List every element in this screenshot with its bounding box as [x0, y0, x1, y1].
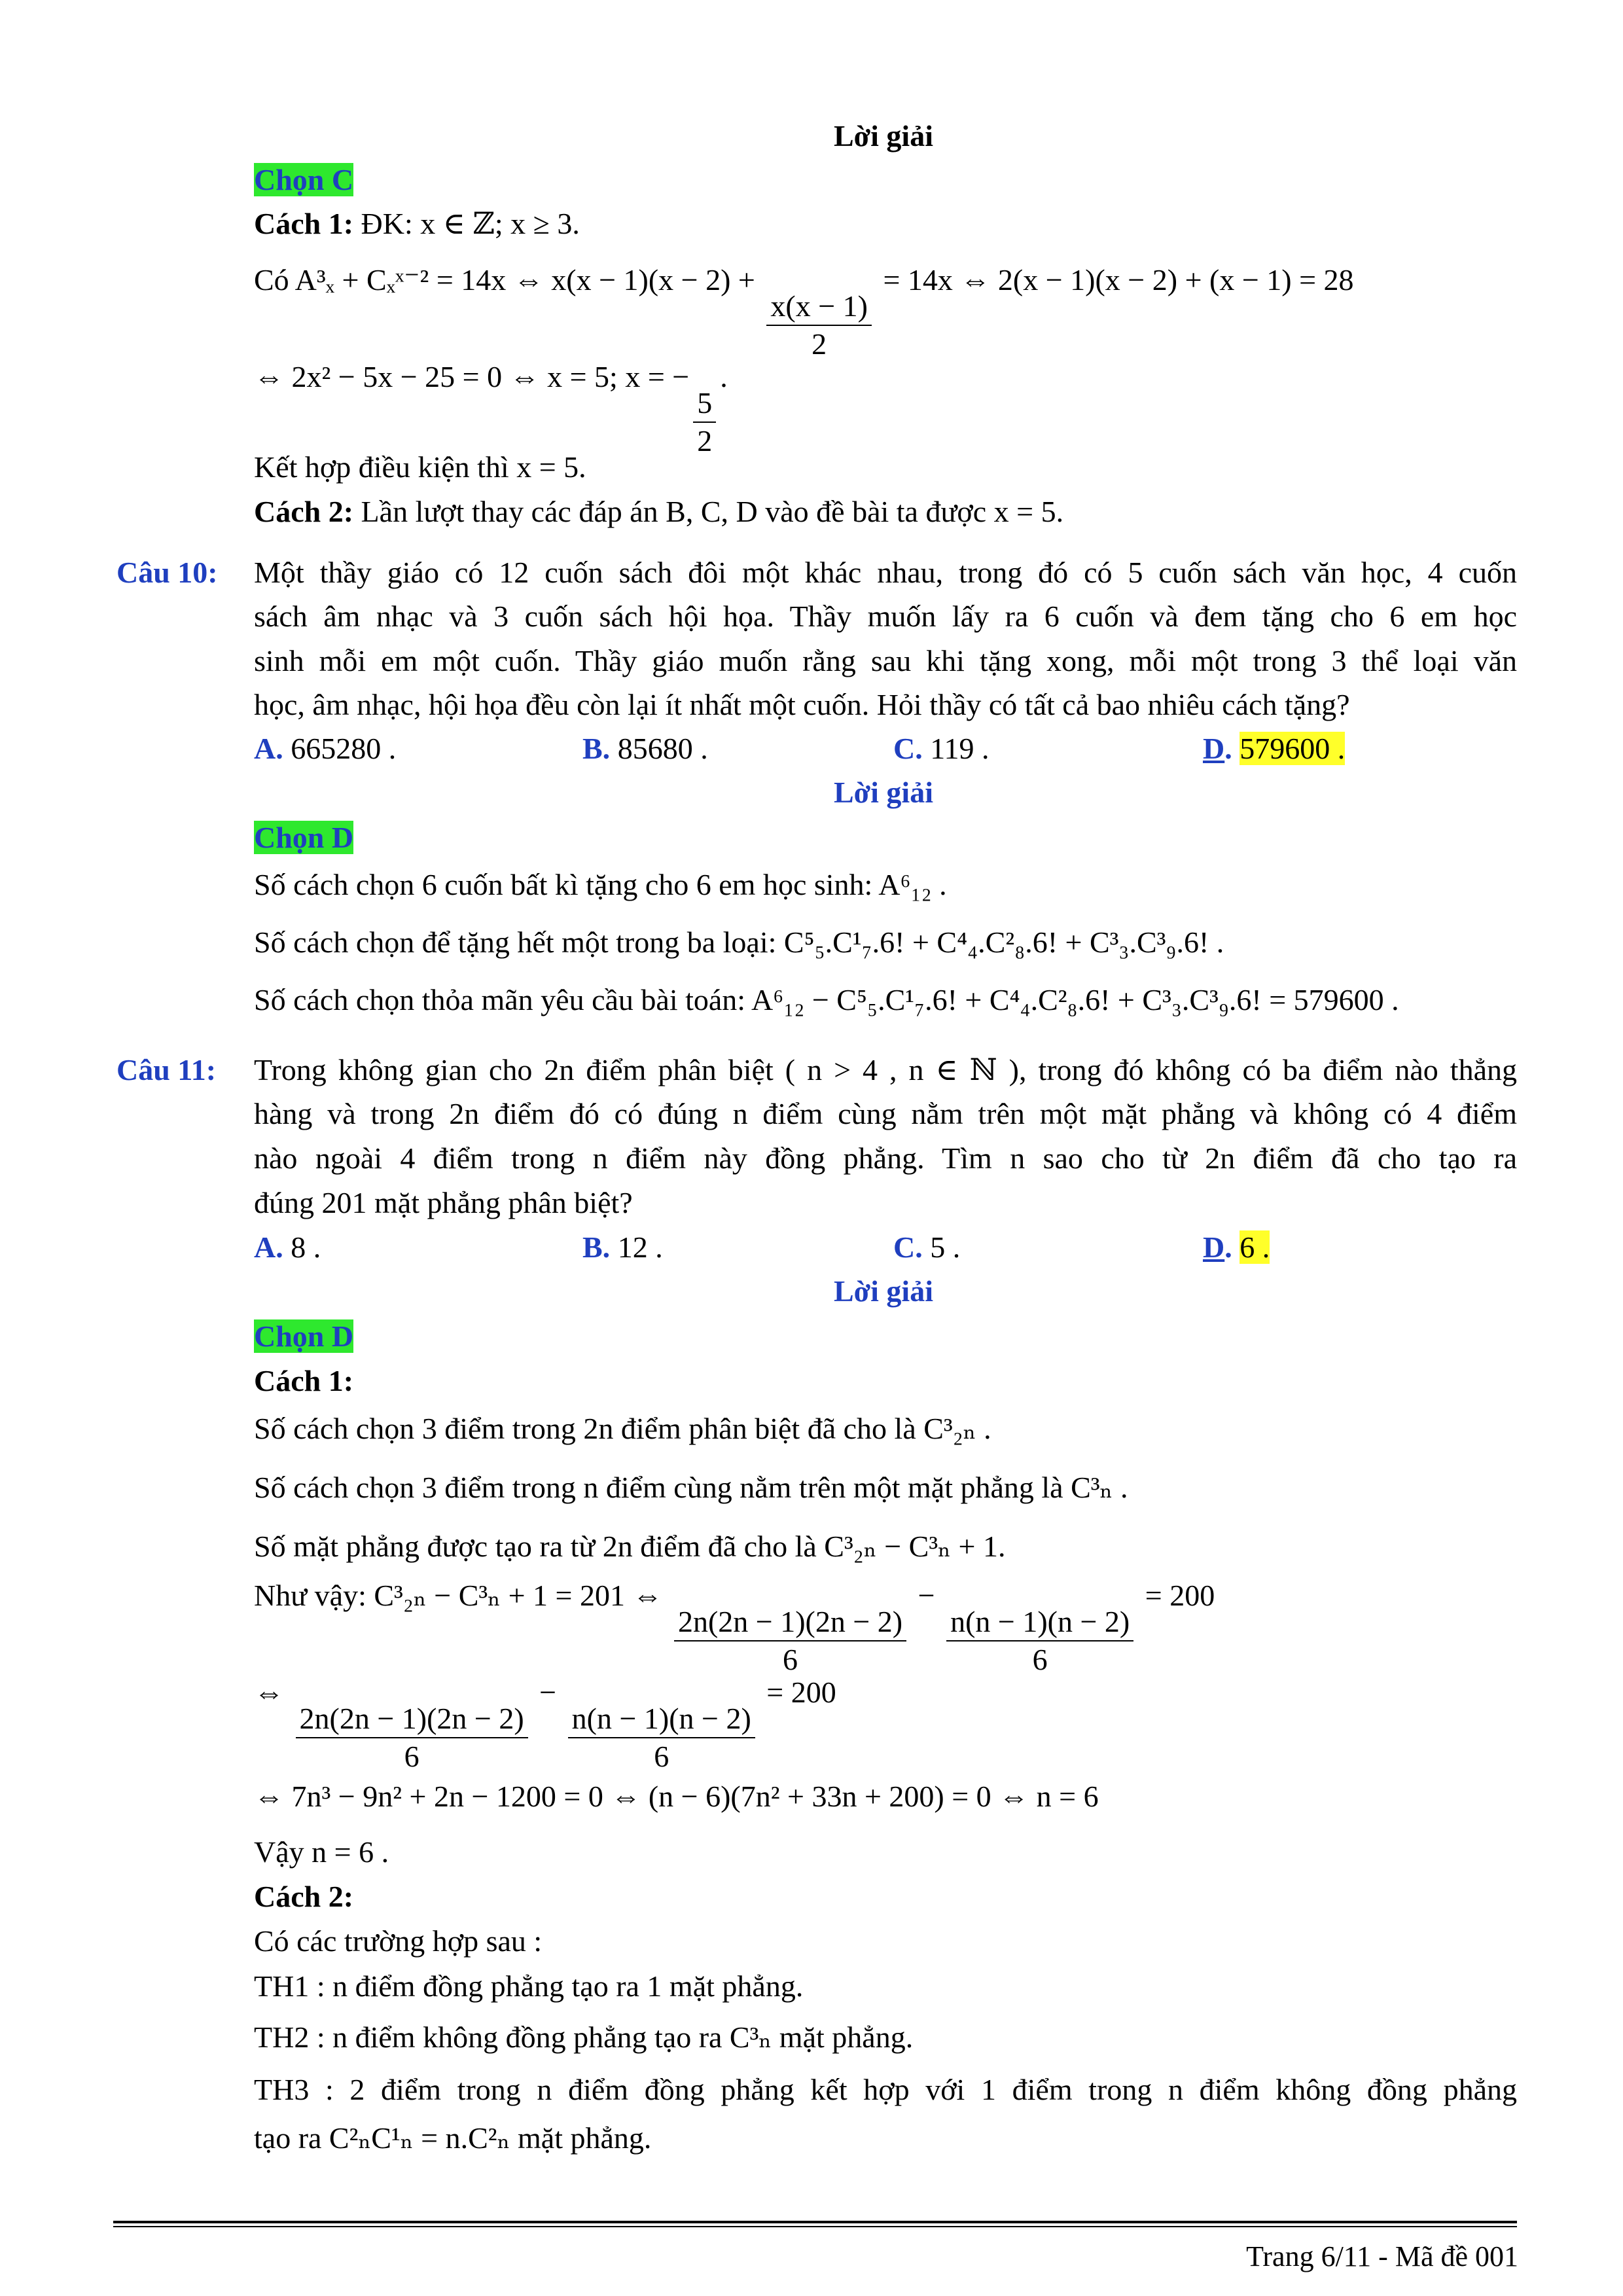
- q11-cases-intro: Có các trường hợp sau :: [254, 1924, 543, 1958]
- q11-case-3-line-2: tạo ra C²ₙC¹ₙ = n.C²ₙ mặt phẳng.: [254, 2121, 652, 2155]
- q11-text-2: hàng và trong 2n điểm đó có đúng n điểm cùng nằm trên một mặt phẳng và không có 4 điểm: [254, 1097, 1517, 1130]
- q11-equation-3: ⇔ 7n³ − 9n² + 2n − 1200 = 0 ⇔ (n − 6)(7n² + 33n + 200) = 0 ⇔ n = 6: [254, 1780, 1099, 1813]
- q10-option-c: C. 119 .: [893, 732, 990, 765]
- q11-text-3: nào ngoài 4 điểm trong n điểm này đồng phẳng. Tìm n sao cho từ 2n điểm đã cho tạo ra: [254, 1141, 1517, 1175]
- q9-equation2: ⇔ 2x² − 5x − 25 = 0 ⇔ x = 5; x = − $\frac{5}{2}$ .: [254, 360, 728, 457]
- q10-solution-step-2: Số cách chọn để tặng hết một trong ba loại: C⁵₅.C¹₇.6! + C⁴₄.C²₈.6! + C³₃.C³₉.6! .: [254, 925, 1224, 959]
- question-11-label: Câu 11:: [116, 1053, 217, 1086]
- q11-text-1: Trong không gian cho 2n điểm phân biệt ( n > 4 , n ∈ ℕ ), trong đó không có ba điểm nào thẳng: [254, 1053, 1517, 1086]
- choose-answer-q9: Chọn C: [254, 163, 354, 196]
- q9-conclusion: Kết hợp điều kiện thì x = 5.: [254, 450, 586, 484]
- q11-solution-heading: Lời giải: [834, 1274, 933, 1308]
- q11-option-b: B. 12 .: [582, 1230, 663, 1264]
- q11-case-1: TH1 : n điểm đồng phẳng tạo ra 1 mặt phẳng.: [254, 1969, 804, 2003]
- q11-method1-label: Cách 1:: [254, 1364, 354, 1397]
- q9-equation1: Có A³ₓ + Cₓˣ⁻² = 14x ⇔ x(x − 1)(x − 2) + $\frac{x(x - 1)}{2}$ = 14x ⇔ 2(x − 1)(x − 2) + (x − 1) = 28: [254, 263, 1354, 361]
- q10-solution-heading: Lời giải: [834, 776, 933, 809]
- q11-step-1: Số cách chọn 3 điểm trong 2n điểm phân biệt đã cho là C³₂ₙ .: [254, 1412, 991, 1445]
- q11-equation-1: Như vậy: C³₂ₙ − C³ₙ + 1 = 201 ⇔ $\frac{2n(2n - 1)(2n - 2)}{6}$ − $\frac{n(n - 1)(n - 2)}{6}$ = 200: [254, 1579, 1215, 1676]
- q11-text-4: đúng 201 mặt phẳng phân biệt?: [254, 1186, 633, 1219]
- q11-equation-2: ⇔ $\frac{2n(2n - 1)(2n - 2)}{6}$ − $\frac{n(n - 1)(n - 2)}{6}$ = 200: [254, 1676, 836, 1773]
- q9-method2: Cách 2: Lần lượt thay các đáp án B, C, D vào đề bài ta được x = 5.: [254, 495, 1064, 528]
- page-footer: Trang 6/11 - Mã đề 001: [1246, 2240, 1518, 2272]
- q11-case-3-line-1: TH3 : 2 điểm trong n điểm đồng phẳng kết hợp với 1 điểm trong n điểm không đồng phẳng: [254, 2073, 1517, 2106]
- choose-answer-q11: Chọn D: [254, 1319, 354, 1353]
- q10-option-a: A. 665280 .: [254, 732, 397, 765]
- q11-case-2: TH2 : n điểm không đồng phẳng tạo ra C³ₙ mặt phẳng.: [254, 2020, 914, 2054]
- q10-solution-step-3: Số cách chọn thỏa mãn yêu cầu bài toán: A⁶₁₂ − C⁵₅.C¹₇.6! + C⁴₄.C²₈.6! + C³₃.C³₉.6! = 579600 .: [254, 983, 1399, 1016]
- q10-text-2: sách âm nhạc và 3 cuốn sách hội họa. Thầy muốn lấy ra 6 cuốn và đem tặng cho 6 em học: [254, 600, 1517, 633]
- q11-step-3: Số mặt phẳng được tạo ra từ 2n điểm đã cho là C³₂ₙ − C³ₙ + 1.: [254, 1530, 1006, 1563]
- q11-option-c: C. 5 .: [893, 1230, 961, 1264]
- q10-text-4: học, âm nhạc, hội họa đều còn lại ít nhất một cuốn. Hỏi thầy có tất cả bao nhiêu cách tặng?: [254, 688, 1350, 721]
- q10-text-1: Một thầy giáo có 12 cuốn sách đôi một khác nhau, trong đó có 5 cuốn sách văn học, 4 cuốn: [254, 556, 1517, 589]
- q11-step-2: Số cách chọn 3 điểm trong n điểm cùng nằm trên một mặt phẳng là C³ₙ .: [254, 1471, 1128, 1504]
- q10-option-d: D. 579600 .: [1203, 732, 1346, 765]
- footer-rule-thin: [113, 2226, 1517, 2227]
- q10-solution-step-1: Số cách chọn 6 cuốn bất kì tặng cho 6 em học sinh: A⁶₁₂ .: [254, 868, 947, 901]
- q10-text-3: sinh mỗi em một cuốn. Thầy giáo muốn rằng sau khi tặng xong, mỗi một trong 3 thể loại văn: [254, 644, 1517, 677]
- solution-heading: Lời giải: [834, 119, 933, 152]
- footer-rule: [113, 2221, 1517, 2223]
- q11-conclusion: Vậy n = 6 .: [254, 1835, 389, 1869]
- q11-option-a: A. 8 .: [254, 1230, 321, 1264]
- q11-method2-label: Cách 2:: [254, 1880, 354, 1913]
- q11-option-d: D. 6 .: [1203, 1230, 1270, 1264]
- question-10-label: Câu 10:: [116, 556, 218, 589]
- q9-method1: Cách 1: ĐK: x ∈ ℤ; x ≥ 3.: [254, 207, 580, 240]
- q10-option-b: B. 85680 .: [582, 732, 708, 765]
- choose-answer-q10: Chọn D: [254, 821, 354, 854]
